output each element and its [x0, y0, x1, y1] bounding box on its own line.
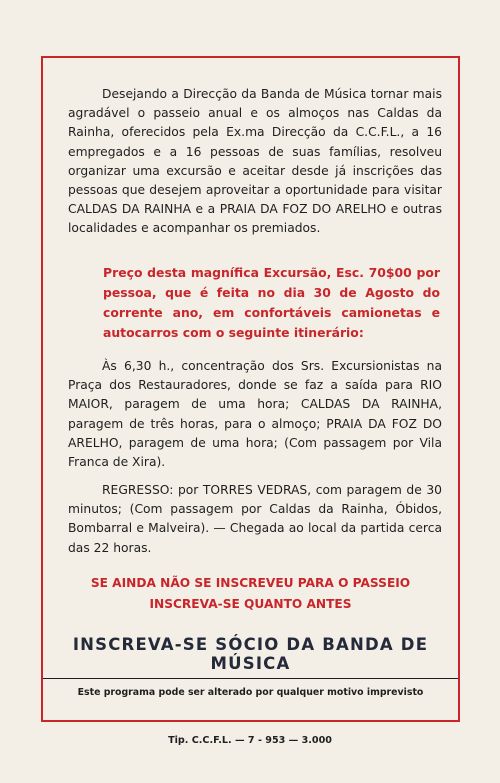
membership-call: INSCREVA-SE SÓCIO DA BANDA DE MÚSICA [72, 635, 429, 673]
divider [43, 678, 458, 679]
price-paragraph: Preço desta magnífica Excursão, Esc. 70$00 por pessoa, que é feita no dia 30 de Agosto do corrente ano, em confortáveis camionetas e autocarros com o seguinte itinerário: [103, 265, 440, 340]
disclaimer: Este programa pode ser alterado por qualquer motivo imprevisto [77, 687, 424, 698]
signup-reminder-line2: INSCREVA-SE QUANTO ANTES [149, 597, 352, 611]
return-paragraph: REGRESSO: por TORRES VEDRAS, com paragem de 30 minutos; (Com passagem por Caldas da Rainha, Óbidos, Bombarral e Malveira). — Chegada ao local da partida cerca das 22 horas. [68, 483, 442, 555]
program-frame [41, 56, 460, 722]
schedule-paragraph: Às 6,30 h., concentração dos Srs. Excursionistas na Praça dos Restauradores, donde se faz a saída para RIO MAIOR, paragem de uma hora; CALDAS DA RAINHA, paragem de três horas, para o almoço; PRAIA DA FOZ DO ARELHO, paragem de uma hora; (Com passagem por Vila Franca de Xira). [68, 359, 442, 470]
intro-paragraph: Desejando a Direcção da Banda de Música tornar mais agradável o passeio anual e os almoços nas Caldas da Rainha, oferecidos pela Ex.ma Direcção da C.C.F.L., a 16 empregados e a 16 pessoas de suas famílias, resolveu organizar uma excursão e aceitar desde já inscrições das pessoas que desejem aproveitar a oportunidade para visitar CALDAS DA RAINHA e a PRAIA DA FOZ DO ARELHO e outras localidades e acompanhar os premiados. [68, 87, 442, 236]
printer-imprint: Tip. C.C.F.L. — 7 - 953 — 3.000 [168, 735, 332, 746]
signup-reminder-line1: SE AINDA NÃO SE INSCREVEU PARA O PASSEIO [90, 576, 411, 590]
